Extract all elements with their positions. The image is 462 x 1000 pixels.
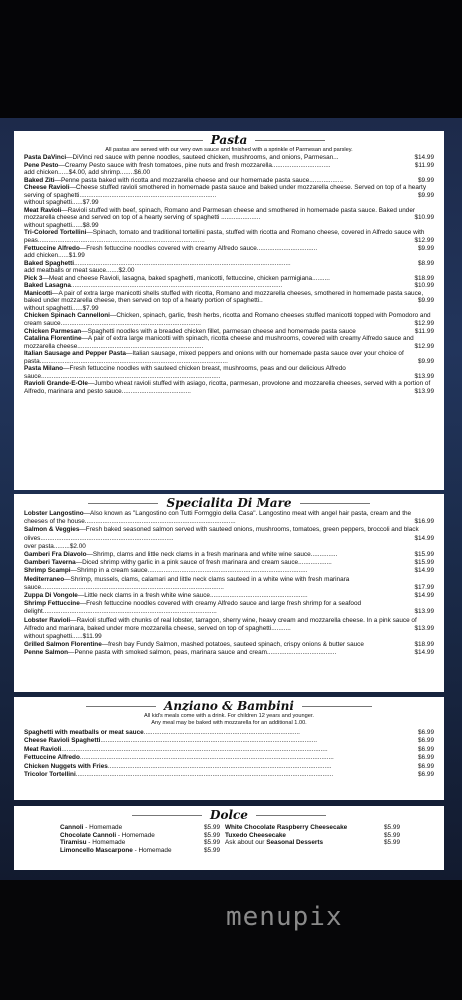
item-price: $6.99 — [418, 771, 434, 779]
dessert-item — [225, 832, 400, 840]
item-description: —Fresh fettuccine noodles with sauteed chicken breast, mushrooms, peas and our delicious Alfredo sauce..................................................................................................... — [24, 365, 346, 380]
item-price: $10.99 — [414, 282, 434, 290]
item-name: Pasta DaVinci — [24, 154, 67, 161]
item-price: $11.99 — [414, 327, 434, 335]
dolce-section — [14, 806, 444, 870]
menu-item — [24, 335, 434, 350]
item-name: Spaghetti with meatballs or meat sauce — [24, 729, 144, 736]
dessert-price: $5.99 — [204, 846, 220, 854]
item-name: Grilled Salmon Florentine — [24, 641, 102, 649]
item-name: Shrimp Scampi — [24, 567, 71, 575]
dessert-price: $5.99 — [384, 831, 400, 839]
item-description: —fresh bay Fundy Salmon, mashed potatoes, sauteed spinach, crispy onions & butter sauce — [101, 641, 364, 649]
dolce-left-column — [24, 824, 220, 854]
menu-item — [24, 162, 434, 170]
item-name: Lobster Ravioli — [24, 616, 71, 624]
bambini-note-2: Any meal may be baked with mozzarella for an additional 1.00. — [151, 720, 307, 726]
item-name: Mediterraneo — [24, 575, 65, 583]
dessert-item — [60, 824, 220, 832]
item-price: $13.99 — [414, 372, 434, 380]
menu-item — [24, 207, 434, 222]
menupix-watermark — [226, 902, 343, 932]
item-description: add chicken......$4.00, add shrimp........$6.00 — [24, 169, 151, 177]
menu-item — [24, 328, 434, 336]
dessert-label — [225, 832, 286, 840]
menu-item — [24, 754, 434, 762]
dessert-suffix: - Homemade — [83, 824, 123, 831]
item-price: $16.99 — [414, 518, 434, 526]
menu-item — [24, 260, 434, 268]
item-name: Gamberi Fra Diavolo — [24, 551, 87, 559]
item-price: $9.99 — [418, 191, 434, 199]
item-name: Italian Sausage and Pepper Pasta — [24, 350, 126, 358]
dessert-label — [60, 839, 125, 847]
item-description: —Ravioli stuffed with beef, spinach, Romano and Parmesan cheese and smothered in homemade pasta sauce. Baked under mozzarella cheese and served on top of a hearty serving of spaghetti ...................... — [24, 206, 416, 222]
item-description: ...................................................................................................................................................... — [61, 745, 328, 753]
menu-item — [24, 559, 434, 567]
item-price: $17.99 — [414, 583, 434, 591]
bambini-note-1: All kid's meals come with a drink. For children 12 years and younger. — [144, 713, 314, 719]
pasta-item-list — [24, 154, 434, 396]
dessert-name: Seasonal Desserts — [266, 839, 324, 847]
item-name: Fettuccine Alfredo — [24, 754, 80, 762]
dessert-name: Chocolate Cannoli — [60, 831, 117, 839]
dessert-prefix: Ask about our — [225, 839, 267, 847]
menu-item — [24, 641, 434, 649]
dessert-name: Cannoli — [60, 824, 84, 831]
item-name: Zuppa Di Vongole — [24, 592, 78, 600]
item-description: —Italian sausage, mixed peppers and onions with our homemade pasta sauce over your choice of pasta.......................................................................................................... — [24, 350, 404, 365]
dolce-title: Dolce — [24, 808, 434, 822]
item-price: $6.99 — [418, 754, 434, 762]
item-name: Shrimp Fettuccine — [24, 600, 80, 608]
mare-title: Specialita Di Mare — [24, 496, 434, 510]
bambini-section — [14, 697, 444, 800]
item-price: $9.99 — [418, 357, 434, 365]
item-description: ....................................................................................................................... — [70, 282, 283, 290]
item-description: add meatballs or meat sauce.......$2.00 — [24, 267, 135, 275]
dessert-suffix: - Homemade — [86, 839, 126, 847]
menu-item — [24, 305, 434, 313]
dessert-price: $5.99 — [204, 831, 220, 839]
mare-section — [14, 494, 444, 692]
item-price: $14.99 — [414, 592, 434, 600]
pasta-note: All pastas are served with our very own sauce and finished with a sprinkle of Parmesan and parsley. — [105, 147, 353, 153]
pasta-section — [14, 131, 444, 490]
item-price: $12.99 — [414, 237, 434, 245]
item-name: Tri-Colored Tortellini — [24, 229, 87, 237]
menu-item — [24, 275, 434, 283]
item-price: $14.99 — [414, 534, 434, 542]
item-price: $9.99 — [418, 244, 434, 252]
item-name: Chicken Spinach Cannelloni — [24, 312, 110, 320]
dessert-label — [60, 847, 172, 855]
item-name: Lobster Langostino — [24, 510, 84, 517]
item-description: —DiVinci red sauce with penne noodles, sauteed chicken, mushrooms, and onions, Parmesan... — [66, 154, 339, 161]
item-description: ................................................................................................................................................. — [75, 771, 334, 779]
item-price: $11.99 — [414, 161, 434, 169]
dessert-name: Tiramisu — [60, 839, 87, 847]
menu-item — [24, 169, 434, 177]
dessert-price: $5.99 — [204, 839, 220, 847]
item-price: $8.99 — [418, 259, 434, 267]
bottom-dark-band — [0, 880, 462, 1000]
menu-item — [24, 229, 434, 244]
menu-item — [24, 245, 434, 253]
item-description: —Cheese stuffed ravioli smothered in homemade pasta sauce and baked under mozzarella cheese. Served on top of a hearty serving of spaghetti............................................................................. — [24, 184, 427, 199]
item-name: Baked Ziti — [24, 176, 55, 184]
menu-item — [24, 526, 434, 542]
menu-item — [24, 771, 434, 779]
item-name: Pick 3 — [24, 274, 43, 282]
item-name: Penne Salmon — [24, 649, 69, 657]
item-name: Gamberi Taverna — [24, 559, 76, 567]
item-name: Pasta Milano — [24, 365, 64, 373]
item-price: $13.99 — [414, 608, 434, 616]
dessert-item — [60, 832, 220, 840]
menu-item — [24, 510, 434, 526]
item-description: ............................................................................................................................................... — [79, 754, 334, 762]
item-price: $18.99 — [414, 641, 434, 649]
item-description: —Penne pasta baked with ricotta and mozzarella cheese and our homemade pasta sauce................... — [54, 176, 343, 184]
item-name: Cheese Ravioli — [24, 184, 70, 192]
item-description: without spaghetti......$11.99 — [24, 633, 102, 641]
item-price: $9.99 — [418, 297, 434, 305]
menu-item — [24, 282, 434, 290]
dessert-price: $5.99 — [204, 824, 220, 831]
item-price: $14.99 — [414, 649, 434, 657]
item-description: —Shrimp, mussels, clams, calamari and little neck clams sauteed in a white wine with fresh marinara sauce....................................................................................................... — [24, 575, 350, 591]
dessert-name: Tuxedo Cheesecake — [225, 831, 286, 839]
dessert-item — [225, 824, 400, 832]
item-price: $14.99 — [414, 154, 434, 161]
item-description: —Spinach, tomato and traditional tortellini pasta, stuffed with ricotta and Romano cheese, covered in Alfredo sauce with peas.............................................................................................. — [24, 229, 425, 245]
menu-item — [24, 551, 434, 559]
item-description: —A pair of extra large manicotti shells stuffed with ricotta, Romano and mozzarella cheeses, smothered in homemade pasta sauce, baked under mozzarella cheese, then served on top of a hearty portion of spaghetti.. — [24, 289, 424, 305]
item-description: —Chicken, spinach, garlic, fresh herbs, ricotta and Romano cheeses stuffed manicotti topped with Pomodoro and cream sauce............................................................................... — [24, 312, 431, 328]
top-dark-band — [0, 0, 462, 118]
mare-item-list — [24, 510, 434, 658]
dessert-price: $5.99 — [384, 839, 400, 847]
bambini-title: Anziano & Bambini — [24, 699, 434, 713]
menu-item — [24, 617, 434, 633]
item-description: .............................................................................................................................. — [107, 762, 332, 770]
menu-item — [24, 746, 434, 754]
menu-item — [24, 312, 434, 327]
item-description: add chicken......$1.99 — [24, 252, 85, 260]
menu-item — [24, 576, 434, 592]
dolce-grid — [24, 824, 434, 854]
menu-item — [24, 737, 434, 745]
item-name: Baked Spaghetti — [24, 259, 75, 267]
item-description: —A pair of extra large manicotti with spinach, ricotta cheese and mushrooms, covered with creamy Alfredo sauce and mozzarella cheese....................................................................... — [24, 335, 414, 350]
item-name: Pene Pesto — [24, 161, 59, 169]
item-description: —Creamy Pesto sauce with fresh tomatoes, pine nuts and fresh mozzarella................................. — [58, 161, 331, 169]
menu-item — [24, 600, 434, 616]
item-price: $10.99 — [414, 214, 434, 222]
item-description: —Also known as "Langostino con Tutti Formggio della Casa". Langostino meat with angel hair pasta, cream and the cheeses of the house..................................................................................... — [24, 510, 412, 526]
item-name: Chicken Parmesan — [24, 327, 82, 335]
item-name: Catalina Florentine — [24, 335, 82, 343]
item-price: $6.99 — [418, 737, 434, 745]
item-price: $13.99 — [414, 624, 434, 632]
item-description: without spaghetti......$7.99 — [24, 199, 99, 207]
item-price: $12.99 — [414, 342, 434, 350]
item-price: $12.99 — [414, 320, 434, 328]
menu-item — [24, 252, 434, 260]
menu-item — [24, 199, 434, 207]
dolce-right-column — [225, 824, 434, 854]
item-name: Tricolor Tortellini — [24, 771, 76, 779]
dessert-name: White Chocolate Raspberry Cheesecake — [225, 824, 348, 831]
bambini-item-list — [24, 729, 434, 779]
item-description: —Diced shrimp withy garlic in a pink sauce of fresh marinara and cream sauce................... — [75, 559, 332, 567]
dessert-name: Limoncello Mascarpone — [60, 846, 133, 854]
menu-item — [24, 290, 434, 305]
menu-item — [24, 350, 434, 365]
menu-item — [24, 763, 434, 771]
item-description: —Little neck clams in a fresh white wine sauce....................................................... — [77, 592, 308, 600]
dessert-item — [60, 839, 220, 847]
menu-item — [24, 543, 434, 551]
item-description: without spaghetti......$7.99 — [24, 304, 99, 312]
item-price: $13.99 — [414, 387, 434, 395]
dessert-item — [60, 847, 220, 855]
item-name: Salmon & Veggies — [24, 526, 80, 534]
item-description: —Shrimp, clams and little neck clams in a fresh marinara and white wine sauce............... — [86, 551, 338, 559]
menu-item — [24, 592, 434, 600]
item-description: —Ravioli stuffed with chunks of real lobster, tarragon, sherry wine, heavy cream and mozzarella cheese. In a pink sauce of Alfredo and marinara, baked under more mozzarella cheese, served on top of spaghetti........... — [24, 616, 417, 632]
dessert-label — [60, 832, 155, 840]
menu-item — [24, 365, 434, 380]
item-price: $6.99 — [418, 762, 434, 770]
item-name: Fettuccine Alfredo — [24, 244, 80, 252]
dessert-suffix: - Homemade — [132, 846, 172, 854]
item-description: —Penne pasta with smoked salmon, peas, marinara sauce and cream....................................... — [68, 649, 337, 657]
item-price: $15.99 — [414, 559, 434, 567]
item-name: Meat Ravioli — [24, 206, 62, 214]
item-description: over pasta.........$2.00 — [24, 542, 86, 550]
item-description: .......................................................................................................................... — [74, 259, 291, 267]
menu-item — [24, 177, 434, 185]
item-description: —Fresh fettuccine noodles covered with creamy Alfredo sauce and large fresh shrimp for a seafood delight.................................................................................................. — [24, 600, 362, 616]
item-description: .......................................................................................................................... — [100, 737, 317, 745]
item-price: $14.99 — [414, 567, 434, 575]
item-description: —Spaghetti noodles with a breaded chicken fillet, parmesan cheese and homemade pasta sauce — [81, 327, 356, 335]
item-name: Meat Ravioli — [24, 745, 62, 753]
menu-item — [24, 154, 434, 162]
item-name: Chicken Nuggets with Fries — [24, 762, 108, 770]
item-name: Manicotti — [24, 289, 53, 297]
menu-item — [24, 567, 434, 575]
item-description: —Shrimp in a cream sauce.......................................................................................... — [70, 567, 308, 575]
item-description: —Fresh fettuccine noodles covered with creamy Alfredo sauce.................................. — [79, 244, 318, 252]
dessert-suffix: - Homemade — [116, 831, 155, 839]
menu-item — [24, 184, 434, 199]
dessert-price: $5.99 — [384, 824, 400, 831]
dessert-label — [60, 824, 122, 832]
menu-item — [24, 267, 434, 275]
item-description: —Meat and cheese Ravioli, lasagna, baked spaghetti, manicotti, fettuccine, chicken parmigiana.......... — [42, 274, 330, 282]
item-name: Ravioli Grande-E-Ole — [24, 380, 88, 388]
item-price: $6.99 — [418, 729, 434, 736]
item-name: Cheese Ravioli Spaghetti — [24, 737, 101, 745]
item-price: $18.99 — [414, 274, 434, 282]
item-description: —Jumbo wheat ravioli stuffed with asiago, ricotta, parmesan, provolone and mozzarella cheeses, served with a portion of Alfredo, marinara and pesto sauce....................................... — [24, 380, 431, 395]
item-description: —Fresh baked seasoned salmon served with sauteed onions, mushrooms, tomatoes, green peppers, broccoli and black olives........................................................................... — [24, 526, 419, 542]
dessert-label — [225, 824, 347, 832]
item-price: $9.99 — [418, 176, 434, 184]
item-description: without spaghetti......$8.99 — [24, 221, 99, 229]
item-price: $15.99 — [414, 551, 434, 559]
menu-item — [24, 729, 434, 737]
dessert-label — [225, 839, 323, 847]
menu-item — [24, 633, 434, 641]
item-price: $6.99 — [418, 745, 434, 753]
menu-item — [24, 649, 434, 657]
menu-item — [24, 222, 434, 230]
menu-item — [24, 380, 434, 395]
pasta-title: Pasta — [24, 133, 434, 147]
item-description: ........................................................................................ — [143, 729, 300, 736]
watermark-text: menupix — [226, 902, 343, 932]
dessert-item — [225, 839, 400, 847]
item-name: Baked Lasagna — [24, 282, 71, 290]
